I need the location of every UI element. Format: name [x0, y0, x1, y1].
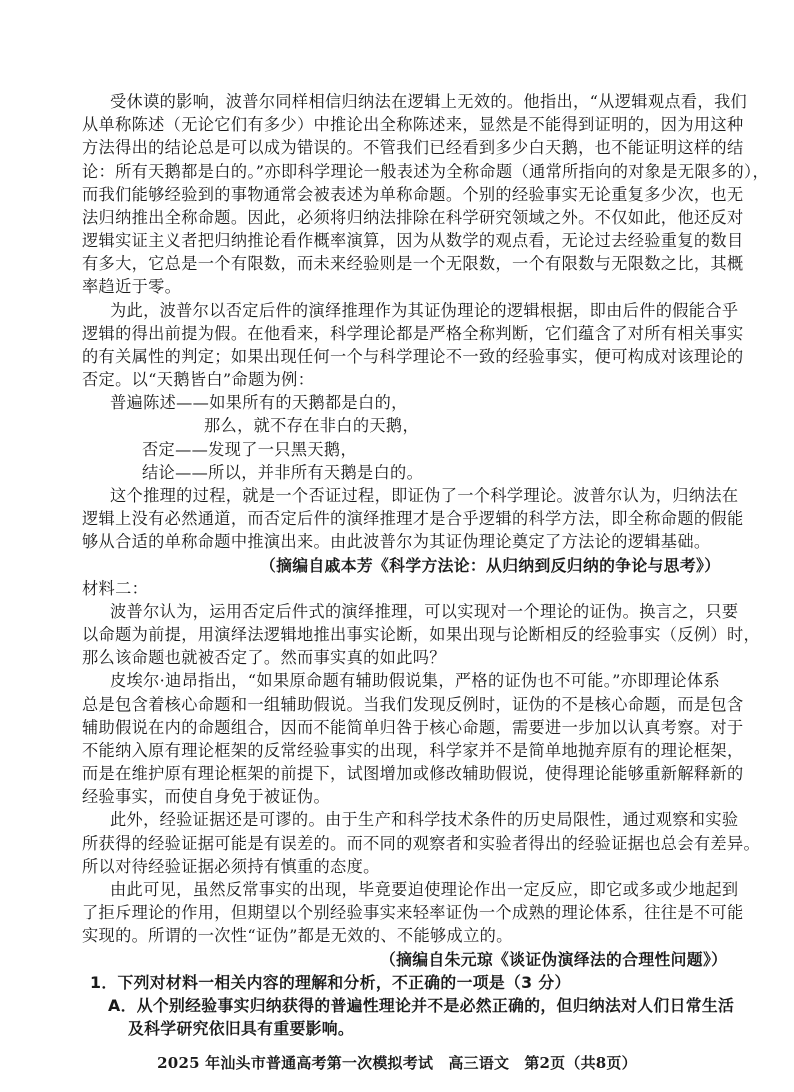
paragraph-line: 波普尔认为，运用否定后件式的演绎推理，可以实现对一个理论的证伪。换言之，只要: [110, 601, 739, 621]
example-negation: 否定——发现了一只黑天鹅，: [142, 439, 357, 459]
paragraph-line: 而我们能够经验到的事物通常会被表述为单称命题。个别的经验事实无论重复多少次，也无: [82, 184, 744, 204]
paragraph-line: 率趋近于零。: [82, 277, 182, 297]
material-2-heading: 材料二：: [82, 578, 149, 598]
paragraph-line: 方法得出的结论总是可以成为错误的。不管我们已经看到多少白天鹅，也不能证明这样的结: [82, 138, 744, 158]
paragraph-line: 逻辑实证主义者把归纳推论看作概率演算，因为从数学的观点看，无论过去经验重复的数目: [82, 231, 744, 251]
paragraph-line: 而是在维护原有理论框架的前提下，试图增加或修改辅助假说，使得理论能够重新解释新的: [82, 764, 744, 784]
paragraph-line: 有多大，它总是一个有限数，而未来经验则是一个无限数，一个有限数与无限数之比，其概: [82, 254, 744, 274]
paragraph-line: 逻辑上没有必然通道，而否定后件的演绎推理才是合乎逻辑的科学方法，即全称命题的假能: [82, 509, 744, 529]
paragraph-line: 经验事实，而使自身免于被证伪。: [82, 787, 331, 807]
paragraph-line: 以命题为前提，用演绎法逻辑地推出事实论断，如果出现与论断相反的经验事实（反例）时，: [82, 625, 761, 644]
page-footer: 2025 年汕头市普通高考第一次模拟考试 高三语文 第2页（共8页）: [157, 1054, 637, 1072]
paragraph-line: 不能纳入原有理论框架的反常经验事实的出现，科学家并不是简单地抛弃原有的理论框架，: [82, 740, 744, 760]
paragraph-line: 所获得的经验证据可能是有误差的。而不同的观察者和实验者得出的经验证据也总会有差异。: [82, 833, 761, 853]
paragraph-line: 为此，波普尔以否定后件的演绎推理作为其证伪理论的逻辑根据，即由后件的假能合乎: [110, 300, 739, 320]
example-conclusion: 结论——所以，并非所有天鹅是白的。: [142, 462, 424, 482]
example-premise: 普遍陈述——如果所有的天鹅都是白的，: [110, 393, 408, 413]
paragraph-line: 实现的。所谓的一次性“证伪”都是无效的、不能够成立的。: [82, 926, 513, 946]
paragraph-line: 法归纳推出全称命题。因此，必须将归纳法排除在科学研究领域之外。不仅如此，他还反对: [82, 207, 744, 227]
paragraph-line: 逻辑的得出前提为假。在他看来，科学理论都是严格全称判断，它们蕴含了对所有相关事实: [82, 323, 744, 343]
option-a-line-2: 及科学研究依旧具有重要影响。: [128, 1019, 355, 1038]
paragraph-line: 这个推理的过程，就是一个否证过程，即证伪了一个科学理论。波普尔认为，归纳法在: [110, 486, 739, 505]
paragraph-line: 总是包含着核心命题和一组辅助假说。当我们发现反例时，证伪的不是核心命题，而是包含: [82, 694, 744, 714]
question-1: 1．下列对材料一相关内容的理解和分析，不正确的一项是（3 分）: [90, 972, 571, 992]
source-citation-2: （摘编自朱元琼《谈证伪演绎法的合理性问题》）: [380, 949, 728, 969]
paragraph-line: 此外，经验证据还是可谬的。由于生产和科学技术条件的历史局限性，通过观察和实验: [110, 810, 739, 830]
paragraph-line: 的有关属性的判定；如果出现任何一个与科学理论不一致的经验事实，便可构成对该理论的: [82, 346, 744, 366]
option-a-line-1: A．从个别经验事实归纳获得的普遍性理论并不是必然正确的，但归纳法对人们日常生活: [108, 995, 735, 1015]
paragraph-line: 那么该命题也就被否定了。然而事实真的如此吗？: [82, 648, 446, 668]
paragraph-line: 否定。以“天鹅皆白”命题为例：: [82, 370, 315, 390]
paragraph-line: 辅助假说在内的命题组合，因而不能简单归咎于核心命题，需要进一步加以认真考察。对于: [82, 717, 744, 737]
paragraph-line: 所以对待经验证据必须持有慎重的态度。: [82, 856, 380, 876]
paragraph-line: 皮埃尔·迪昂指出，“如果原命题有辅助假说集，严格的证伪也不可能。”亦即理论体系: [110, 671, 720, 691]
paragraph-line: 了拒斥理论的作用，但期望以个别经验事实来轻率证伪一个成熟的理论体系，往往是不可能: [82, 903, 744, 923]
paragraph-line: 够从合适的单称命题中推演出来。由此波普尔为其证伪理论奠定了方法论的逻辑基础。: [82, 532, 711, 552]
paragraph-line: 论：所有天鹅都是白的。”亦即科学理论一般表述为全称命题（通常所指向的对象是无限多的），: [82, 161, 769, 181]
source-citation-1: （摘编自戚本芳《科学方法论：从归纳到反归纳的争论与思考》）: [260, 555, 721, 575]
paragraph-line: 受休谟的影响，波普尔同样相信归纳法在逻辑上无效的。他指出，“从逻辑观点看，我们: [110, 92, 748, 111]
example-inference: 那么，就不存在非白的天鹅，: [204, 416, 419, 436]
paragraph-line: 由此可见，虽然反常事实的出现，毕竟要迫使理论作出一定反应，即它或多或少地起到: [110, 880, 739, 899]
paragraph-line: 从单称陈述（无论它们有多少）中推论出全称陈述来，显然是不能得到证明的，因为用这种: [82, 115, 744, 135]
